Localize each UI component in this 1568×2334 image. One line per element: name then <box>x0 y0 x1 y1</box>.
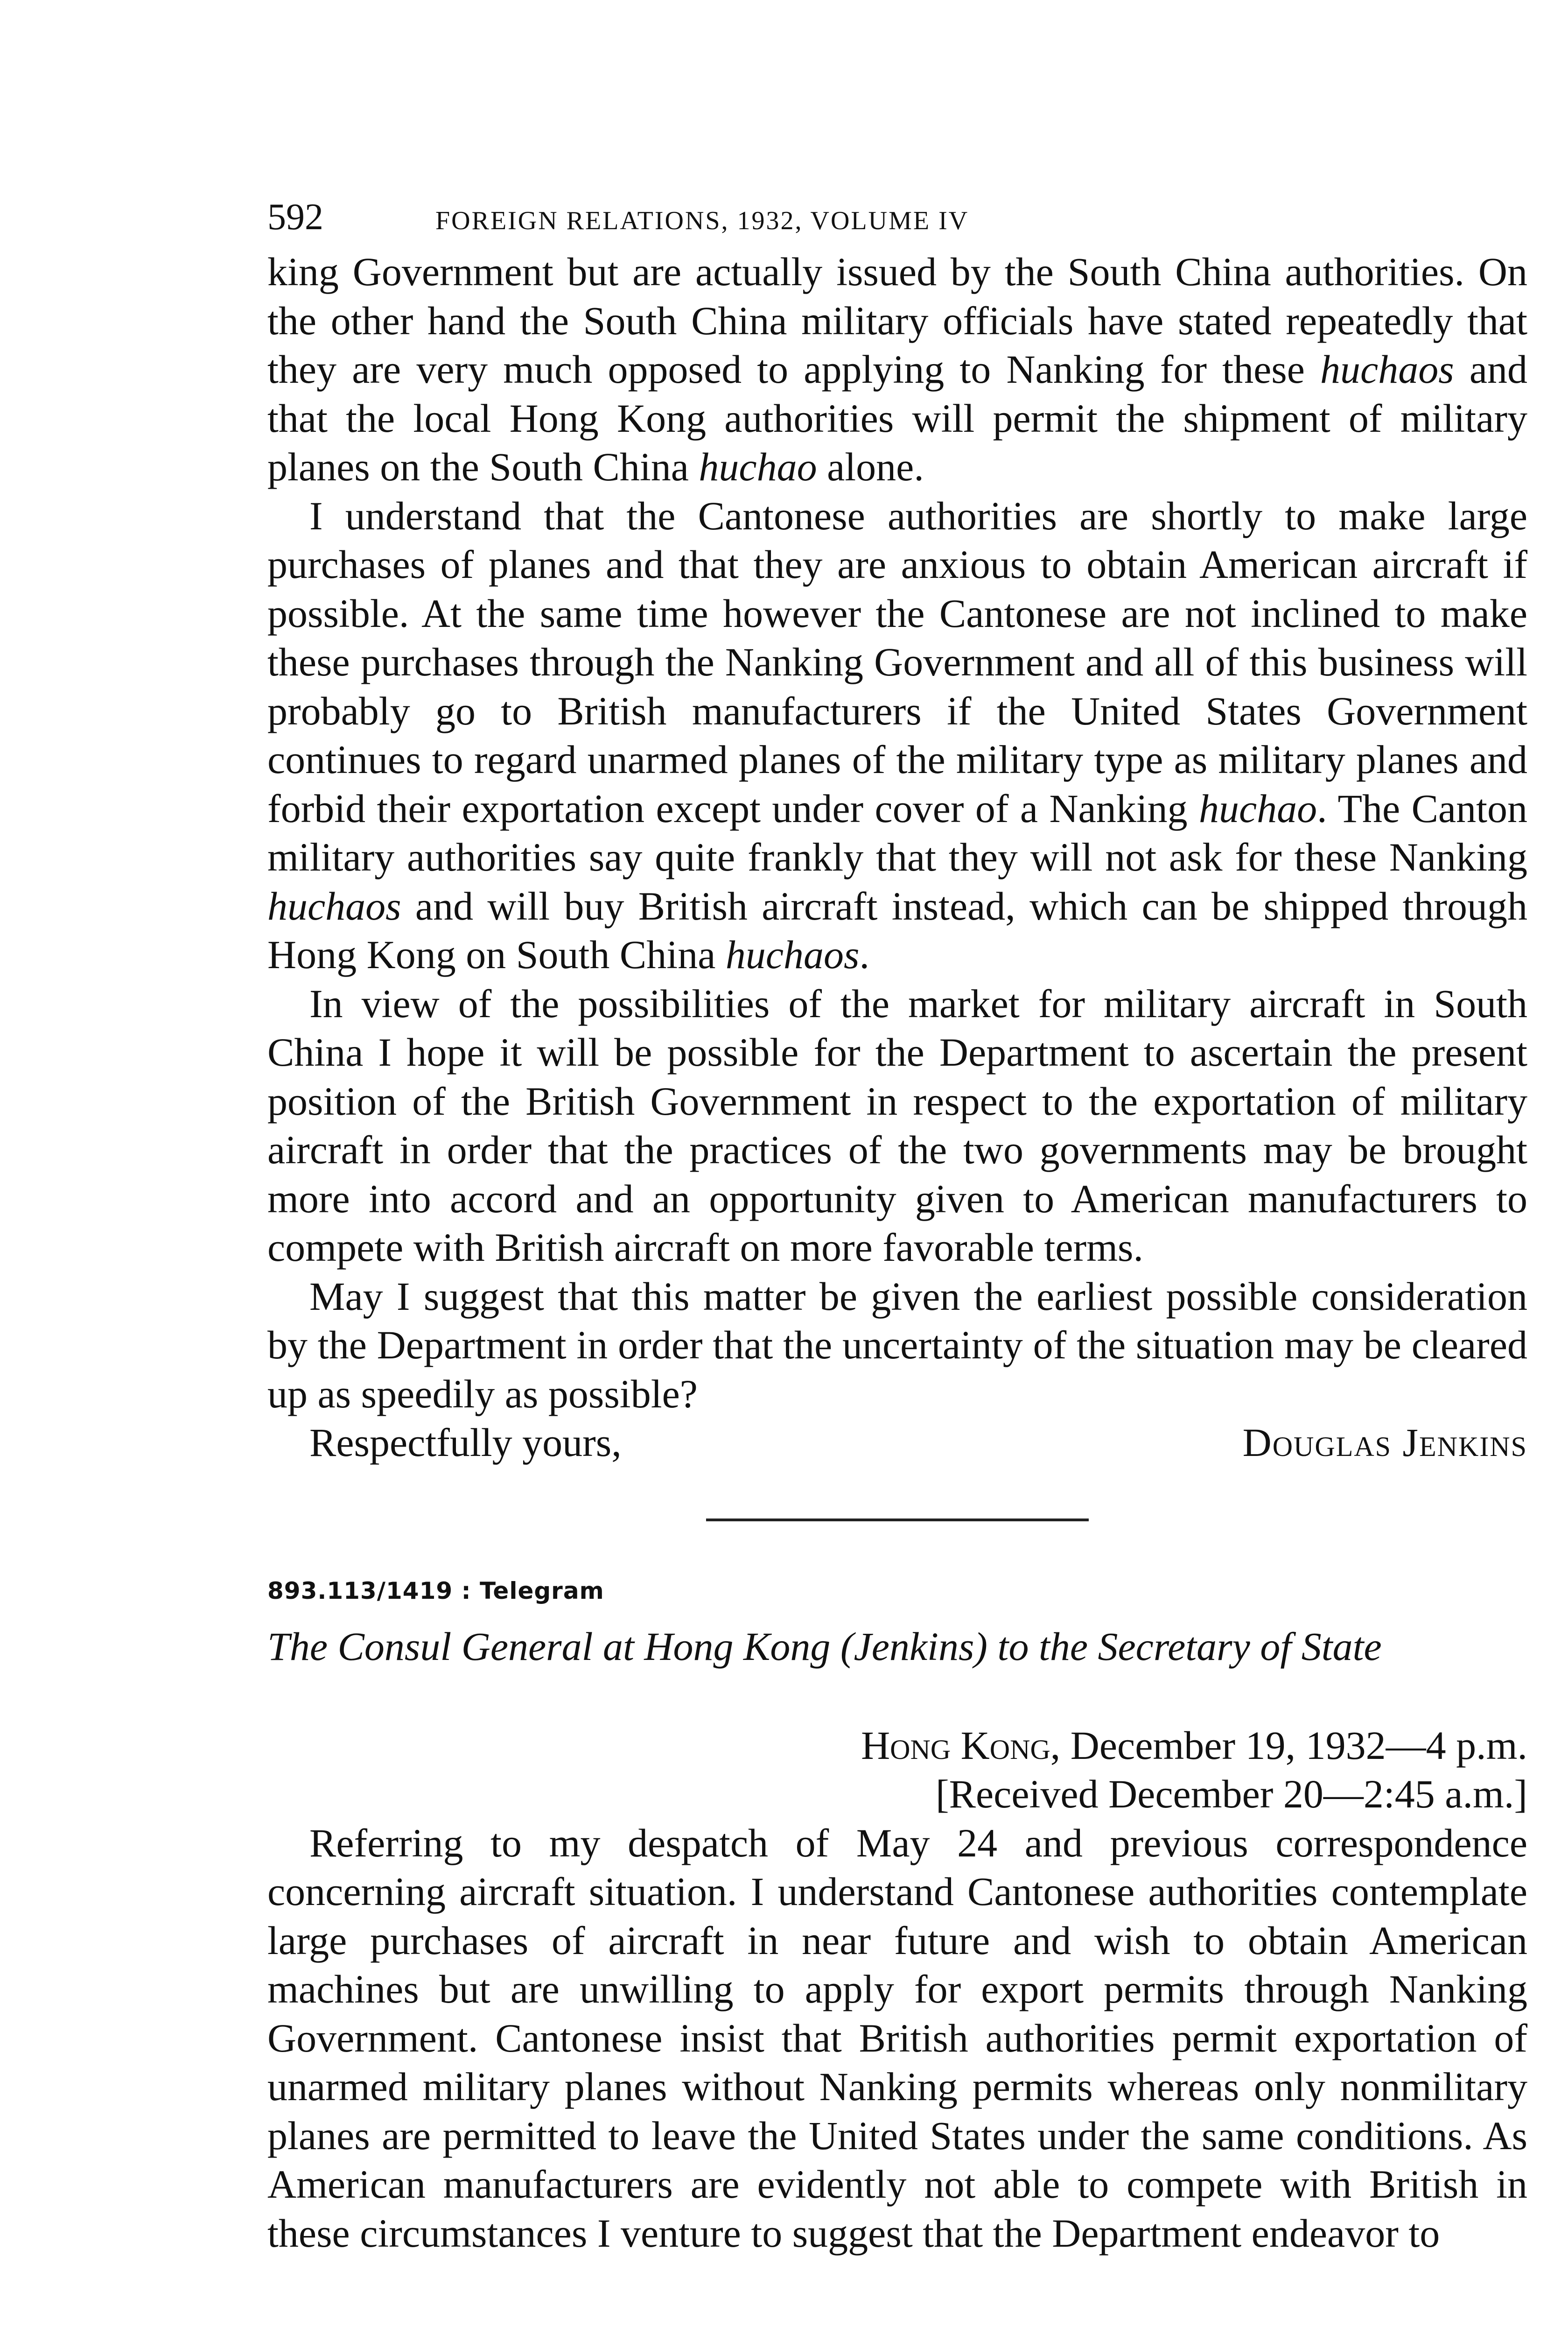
telegram-paragraph-1: Referring to my despatch of May 24 and previous correspondence concerning aircraft situation. I understand Cantonese authorities contemplate large purchases of aircraft in near future and wish to obtain American machines but are unwilling to apply for export permits through Nanking Government. Cantonese insist that British authorities permit exportation of unarmed military planes without Nanking permits whereas only nonmilitary planes are permitted to leave the United States under the same conditions. As American manufacturers are evidently not able to compete with British in these circumstances I venture to suggest that the Department endeavor to <box>267 1820 1527 2256</box>
document-page <box>267 196 1527 2257</box>
section-divider <box>706 1519 1089 1521</box>
dateline-date: December 19, 1932—4 p.m. <box>1070 1722 1527 1768</box>
letter-paragraph-2: I understand that the Cantonese authorities are shortly to make large purchases of planes and that they are anxious to obtain American aircraft if possible. At the same time however the Cantonese are not inclined to make these purchases through the Nanking Government and all of this business will probably go to British manufacturers if the United States Government continues to regard unarmed planes of the military type as military planes and forbid their exportation except under cover of a Nanking huchao. The Canton military authorities say quite frankly that they will not ask for these Nanking huchaos and will buy British aircraft instead, which can be shipped through Hong Kong on South China huchaos. <box>267 493 1527 977</box>
running-head: FOREIGN RELATIONS, 1932, VOLUME IV <box>435 206 969 235</box>
dateline <box>267 1721 1527 1819</box>
italic-term: huchaos <box>267 883 401 928</box>
letter-paragraph-4: May I suggest that this matter be given the earliest possible consideration by the Department in order that the uncertainty of the situation may be cleared up as speedily as possible? <box>267 1273 1527 1416</box>
closing-salutation: Respectfully yours, <box>309 1420 622 1465</box>
page-number: 592 <box>267 197 323 238</box>
letter-paragraph-3: In view of the possibilities of the market for military aircraft in South China I hope it will be possible for the Department to ascertain the present position of the British Government in respect to the exportation of military aircraft in order that the practices of the two governments may be brought more into accord and an opportunity given to American manufacturers to compete with British aircraft on more favorable terms. <box>267 981 1527 1270</box>
page-header <box>267 196 1527 247</box>
dateline-sent <box>267 1721 1527 1770</box>
dateline-received: [Received December 20—2:45 a.m.] <box>936 1772 1527 1816</box>
letter-closing <box>267 1418 1527 1467</box>
telegram-body <box>267 1819 1527 2258</box>
italic-term: huchao <box>1199 786 1317 831</box>
file-reference: 893.113/1419 : Telegram <box>267 1577 604 1604</box>
italic-term: huchaos <box>1320 347 1454 392</box>
signature: Douglas Jenkins <box>1242 1420 1527 1465</box>
italic-term: huchao <box>699 444 817 489</box>
dateline-place: Hong Kong, <box>861 1722 1061 1768</box>
italic-term: huchaos <box>725 932 860 977</box>
document-title: The Consul General at Hong Kong (Jenkins) to the Secretary of State <box>267 1624 1382 1669</box>
letter-body <box>267 247 1527 1418</box>
letter-paragraph-1: king Government but are actually issued by the South China authorities. On the other hand the South China military officials have stated repeatedly that they are very much opposed to applying to Nanking for these huchaos and that the local Hong Kong authorities will permit the shipment of military planes on the South China huchao alone. <box>267 249 1527 489</box>
